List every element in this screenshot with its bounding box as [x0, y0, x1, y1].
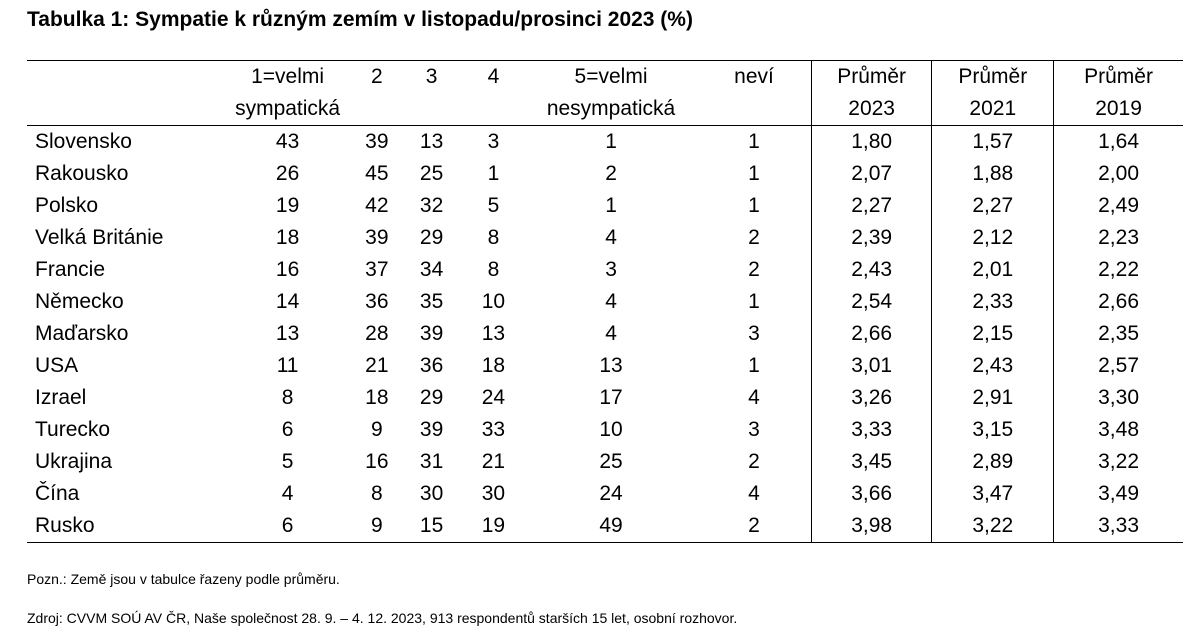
- cell-dont-know: 3: [748, 418, 760, 441]
- cell-average-2023: 2,07: [811, 158, 932, 190]
- cell-country: Rusko: [27, 510, 223, 543]
- cell-average-2021: 3,47: [932, 478, 1054, 510]
- cell-average-2021: 2,15: [932, 318, 1054, 350]
- cell-country: Rakousko: [35, 162, 129, 185]
- cell-country: Slovensko: [35, 130, 132, 153]
- cell-country: Německo: [35, 290, 124, 313]
- cell-average-2019: 3,49: [1054, 478, 1183, 510]
- cell-2: 18: [365, 386, 389, 409]
- cell-average-2023: 3,66: [811, 478, 932, 510]
- cell-very-unsympathetic: 10: [599, 418, 623, 441]
- table-title: Tabulka 1: Sympatie k různým zemím v listopadu/prosinci 2023 (%): [27, 8, 693, 31]
- header-row-1: [27, 61, 1183, 94]
- cell-average-2023: 2,66: [811, 318, 932, 350]
- cell-average-2023: 3,45: [811, 446, 932, 478]
- cell-average-2023: 2,54: [811, 286, 932, 318]
- cell-very-unsympathetic: 1: [605, 130, 617, 153]
- cell-very-sympathetic: 8: [281, 386, 294, 409]
- cell-very-sympathetic: 16: [275, 258, 300, 281]
- cell-very-sympathetic: 26: [275, 162, 300, 185]
- cell-4: 13: [481, 322, 506, 345]
- table-body: [27, 126, 1183, 543]
- cell-average-2023: 1,80: [811, 126, 932, 159]
- cell-very-unsympathetic: 4: [605, 290, 617, 313]
- cell-2: 21: [365, 354, 389, 377]
- cell-2: 28: [365, 322, 389, 345]
- header-average-2023-year: 2023: [811, 93, 932, 126]
- cell-4: 21: [481, 450, 506, 473]
- cell-4: 24: [481, 386, 506, 409]
- cell-3: 34: [419, 258, 444, 281]
- cell-country: USA: [35, 354, 79, 377]
- cell-very-sympathetic: 13: [275, 322, 300, 345]
- header-average-2019-year: 2019: [1054, 93, 1183, 126]
- cell-very-unsympathetic: 49: [525, 510, 697, 543]
- cell-2: 39: [365, 130, 389, 153]
- cell-average-2021: 2,91: [932, 382, 1054, 414]
- header-3: 3: [401, 61, 462, 94]
- cell-average-2019: 3,33: [1054, 510, 1183, 543]
- header-average-2023: Průměr: [811, 61, 932, 94]
- header-very-unsympathetic: 5=velmi: [525, 61, 697, 94]
- cell-4: 3: [487, 130, 500, 153]
- cell-2: 8: [370, 482, 383, 505]
- cell-dont-know: 2: [748, 226, 760, 249]
- cell-dont-know: 4: [748, 386, 760, 409]
- cell-average-2023: 2,39: [811, 222, 932, 254]
- cell-3: 29: [419, 226, 444, 249]
- cell-4: 18: [481, 354, 506, 377]
- cell-very-unsympathetic: 2: [605, 162, 617, 185]
- cell-2: 39: [365, 226, 389, 249]
- cell-4: 5: [487, 194, 500, 217]
- table-row: [27, 190, 1183, 222]
- header-4: 4: [462, 61, 525, 94]
- cell-country: Maďarsko: [35, 322, 129, 345]
- cell-dont-know: 3: [748, 322, 760, 345]
- table-row: [27, 318, 1183, 350]
- cell-average-2019: 3,30: [1054, 382, 1183, 414]
- cell-3: 29: [419, 386, 444, 409]
- table-row: [27, 254, 1183, 286]
- cell-2: 42: [365, 194, 389, 217]
- cell-average-2019: 2,23: [1054, 222, 1183, 254]
- table-row: [27, 350, 1183, 382]
- cell-very-sympathetic: 14: [275, 290, 300, 313]
- header-very-sympathetic: 1=velmi: [223, 61, 353, 94]
- header-average-2021: Průměr: [932, 61, 1054, 94]
- cell-very-unsympathetic: 4: [605, 226, 617, 249]
- table-row: [27, 382, 1183, 414]
- cell-dont-know: 1: [748, 354, 760, 377]
- cell-very-sympathetic: 11: [276, 354, 299, 377]
- cell-country: Turecko: [35, 418, 111, 441]
- cell-average-2023: 3,98: [811, 510, 932, 543]
- cell-country: Izrael: [35, 386, 87, 409]
- cell-dont-know: 1: [748, 130, 760, 153]
- cell-country: Francie: [35, 258, 106, 281]
- cell-average-2021: 2,01: [932, 254, 1054, 286]
- cell-average-2019: 2,22: [1054, 254, 1183, 286]
- cell-average-2021: 1,57: [932, 126, 1054, 159]
- cell-3: 15: [401, 510, 462, 543]
- cell-very-sympathetic: 43: [275, 130, 300, 153]
- table-row: [27, 446, 1183, 478]
- table-row: [27, 510, 1183, 543]
- cell-3: 36: [419, 354, 444, 377]
- cell-average-2021: 2,27: [932, 190, 1054, 222]
- cell-average-2023: 2,43: [811, 254, 932, 286]
- cell-average-2023: 3,26: [811, 382, 932, 414]
- cell-average-2021: 3,22: [932, 510, 1054, 543]
- header-row-2: [27, 93, 1183, 126]
- cell-average-2019: 3,48: [1054, 414, 1183, 446]
- header-very-sympathetic-line2: sympatická: [223, 93, 353, 126]
- table-row: [27, 478, 1183, 510]
- cell-average-2021: 2,43: [932, 350, 1054, 382]
- cell-very-unsympathetic: 24: [599, 482, 623, 505]
- cell-2: 36: [365, 290, 389, 313]
- cell-2: 9: [352, 510, 401, 543]
- cell-3: 31: [419, 450, 444, 473]
- cell-country: Velká Británie: [35, 226, 164, 249]
- cell-average-2019: 2,66: [1054, 286, 1183, 318]
- cell-average-2019: 2,00: [1054, 158, 1183, 190]
- table-row: [27, 414, 1183, 446]
- cell-average-2023: 2,27: [811, 190, 932, 222]
- cell-very-sympathetic: 5: [281, 450, 294, 473]
- table-row: [27, 222, 1183, 254]
- header-average-2019: Průměr: [1054, 61, 1183, 94]
- cell-dont-know: 4: [748, 482, 760, 505]
- cell-4: 19: [462, 510, 525, 543]
- header-dont-know: neví: [697, 61, 811, 94]
- cell-average-2021: 3,15: [932, 414, 1054, 446]
- cell-4: 30: [481, 482, 506, 505]
- cell-very-unsympathetic: 13: [599, 354, 623, 377]
- cell-average-2019: 1,64: [1054, 126, 1183, 159]
- table-note: Pozn.: Země jsou v tabulce řazeny podle průměru.: [27, 571, 340, 587]
- cell-country: Polsko: [35, 194, 99, 217]
- table-row: [27, 286, 1183, 318]
- cell-average-2019: 3,22: [1054, 446, 1183, 478]
- cell-country: Ukrajina: [35, 450, 113, 473]
- table-row: [27, 126, 1183, 159]
- table-source: Zdroj: CVVM SOÚ AV ČR, Naše společnost 28. 9. – 4. 12. 2023, 913 respondentů starších 15 let, osobní rozhovor.: [27, 610, 738, 626]
- cell-2: 16: [365, 450, 389, 473]
- cell-4: 33: [481, 418, 506, 441]
- cell-4: 10: [481, 290, 506, 313]
- cell-3: 13: [419, 130, 444, 153]
- table-header: [27, 61, 1183, 126]
- cell-dont-know: 1: [748, 290, 760, 313]
- cell-2: 45: [365, 162, 389, 185]
- cell-average-2021: 2,12: [932, 222, 1054, 254]
- cell-4: 8: [487, 226, 500, 249]
- cell-very-unsympathetic: 1: [605, 194, 617, 217]
- cell-4: 1: [487, 162, 500, 185]
- sympathy-table: [27, 60, 1183, 543]
- header-2: 2: [352, 61, 401, 94]
- header-average-2021-year: 2021: [932, 93, 1054, 126]
- cell-3: 25: [419, 162, 444, 185]
- cell-average-2021: 2,33: [932, 286, 1054, 318]
- cell-very-unsympathetic: 3: [605, 258, 617, 281]
- cell-average-2019: 2,49: [1054, 190, 1183, 222]
- cell-average-2021: 2,89: [932, 446, 1054, 478]
- cell-3: 32: [419, 194, 444, 217]
- table-row: [27, 158, 1183, 190]
- cell-very-sympathetic: 6: [281, 418, 294, 441]
- cell-very-sympathetic: 6: [223, 510, 353, 543]
- header-very-unsympathetic-line2: nesympatická: [525, 93, 697, 126]
- cell-very-unsympathetic: 17: [599, 386, 623, 409]
- cell-very-sympathetic: 18: [275, 226, 300, 249]
- cell-dont-know: 2: [748, 258, 760, 281]
- cell-3: 30: [419, 482, 444, 505]
- cell-average-2023: 3,01: [811, 350, 932, 382]
- cell-4: 8: [487, 258, 500, 281]
- cell-dont-know: 2: [748, 450, 760, 473]
- cell-dont-know: 1: [748, 194, 760, 217]
- cell-3: 35: [419, 290, 444, 313]
- cell-average-2019: 2,35: [1054, 318, 1183, 350]
- cell-very-unsympathetic: 25: [599, 450, 623, 473]
- cell-average-2023: 3,33: [811, 414, 932, 446]
- cell-2: 9: [370, 418, 383, 441]
- cell-average-2021: 1,88: [932, 158, 1054, 190]
- cell-country: Čína: [35, 482, 80, 505]
- cell-dont-know: 2: [697, 510, 811, 543]
- header-country: [27, 61, 223, 94]
- cell-3: 39: [419, 322, 444, 345]
- cell-3: 39: [419, 418, 444, 441]
- cell-very-sympathetic: 4: [281, 482, 294, 505]
- cell-very-sympathetic: 19: [275, 194, 300, 217]
- cell-dont-know: 1: [748, 162, 760, 185]
- cell-2: 37: [365, 258, 389, 281]
- cell-very-unsympathetic: 4: [605, 322, 617, 345]
- cell-average-2019: 2,57: [1054, 350, 1183, 382]
